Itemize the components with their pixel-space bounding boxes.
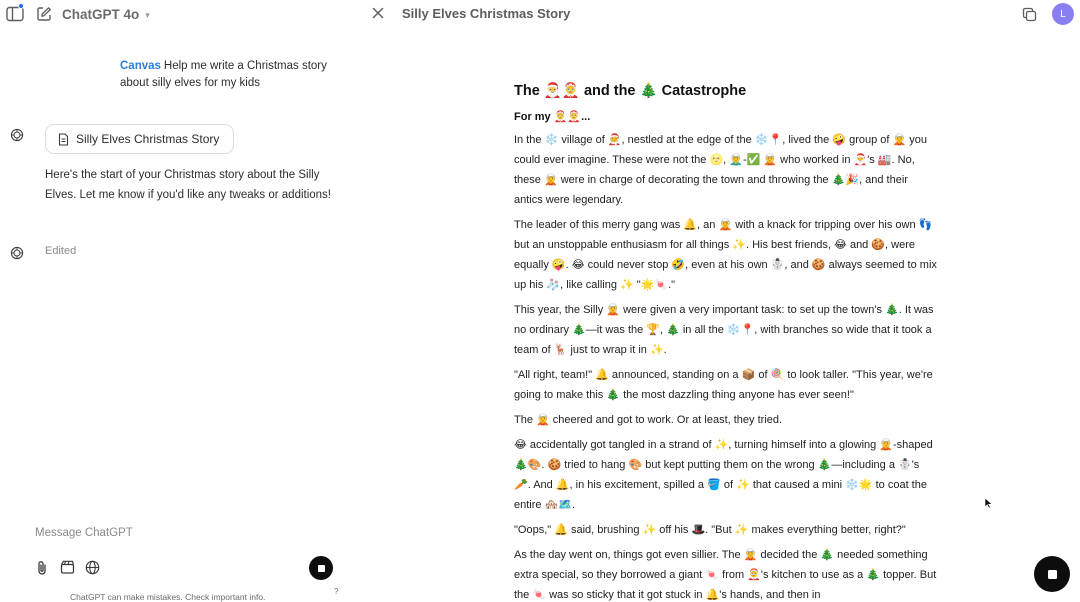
story-paragraph: This year, the Silly 🧝 were given a very important task: to set up the town's 🎄. It was no ordinary 🎄—it was the 🏆, 🎄 in all the ❄️📍, with branches so wide that it took a team of 🦌 just to wrap it in ✨. (514, 304, 934, 356)
disclaimer-text: ChatGPT can make mistakes. Check important info. (70, 592, 266, 602)
story-paragraph: In the ❄️ village of 🧑‍🎄, nestled at the edge of the ❄️📍, lived the 🤪 group of 🧝 you could ever imagine. These were not the 🌝, 🧝‍♂️-✅ 🧝 who worked in 🎅's 🏭. No, these 🧝 were in charge of decorating the town and throwing the 🎄🎉, and their antics were legendary. (514, 134, 928, 206)
notification-dot (18, 3, 24, 9)
canvas-pane (362, 0, 1080, 602)
user-message (120, 58, 330, 92)
stop-icon (318, 565, 325, 572)
chat-header (0, 0, 362, 28)
story-paragraph: As the day went on, things got even sillier. The 🧝 decided the 🎄 needed something extra special, so they borrowed a giant 🍬 from 🤶's kitchen to use as a 🎄 topper. But the 🍬 was so sticky that it got stuck in 🔔's hands, and then in (514, 549, 937, 601)
clapperboard-icon[interactable] (59, 559, 75, 575)
chatgpt-logo-icon (10, 128, 24, 142)
canvas-document[interactable] (514, 80, 938, 602)
story-paragraph: The 🧝 cheered and got to work. Or at least, they tried. (514, 414, 783, 426)
story-paragraph: The leader of this merry gang was 🔔, an 🧝 with a knack for tripping over his own 👣 but an unstoppable enthusiasm for all things ✨. His best friends, 😂 and 🍪, were equally 🤪. 😂 could never stop 🤣, even at his own ☃️, and 🍪 always seemed to mix up his 🧦, like calling ✨ "🌟🍬." (514, 219, 937, 291)
user-message-text: Help me write a Christmas story about silly elves for my kids (120, 60, 327, 89)
edited-status: Edited (45, 245, 77, 257)
chat-pane (0, 0, 362, 602)
stop-generating-button[interactable] (309, 556, 333, 580)
model-selector[interactable] (62, 4, 150, 24)
stop-generating-button[interactable] (1034, 556, 1070, 592)
canvas-tag: Canvas (120, 60, 161, 72)
chatgpt-logo-icon (10, 246, 24, 260)
story-paragraph: 😂 accidentally got tangled in a strand of ✨, turning himself into a glowing 🧝-shaped 🎄🎨. 🍪 tried to hang 🎨 but kept putting them on the wrong 🎄—including a ☃️'s 🥕. And 🔔, in his excitement, spilled a 🪣 of ✨ that caused a mini ❄️🌟 to coat the entire 🏘️🗺️. (514, 439, 933, 511)
story-paragraph: "Oops," 🔔 said, brushing ✨ off his 🎩. "But ✨ makes everything better, right?" (514, 524, 906, 536)
canvas-card-label: Silly Elves Christmas Story (76, 132, 220, 146)
profile-avatar[interactable]: L (1052, 3, 1074, 25)
stop-icon (1048, 570, 1057, 579)
model-name: ChatGPT 4o (62, 6, 140, 22)
new-chat-icon[interactable] (34, 4, 54, 24)
story-paragraph: "All right, team!" 🔔 announced, standing on a 📦 of 🍭 to look taller. "This year, we're going to make this 🎄 the most dazzling thing anyone has ever seen!" (514, 369, 933, 401)
copy-icon[interactable] (1020, 5, 1038, 23)
mouse-cursor-icon (984, 497, 994, 509)
assistant-message: Here's the start of your Christmas story about the Silly Elves. Let me know if you'd like any tweaks or additions! (45, 169, 332, 201)
canvas-title: Silly Elves Christmas Story (402, 6, 571, 21)
help-button[interactable]: ? (334, 587, 339, 596)
chevron-down-icon: ▾ (145, 9, 150, 20)
globe-icon[interactable] (84, 559, 100, 575)
close-icon[interactable] (370, 5, 386, 21)
paperclip-icon[interactable] (34, 559, 50, 575)
message-input[interactable]: Message ChatGPT (35, 527, 133, 539)
canvas-document-card[interactable] (45, 124, 234, 154)
document-icon (58, 133, 69, 146)
document-title: The 🎅🤶 and the 🎄 Catastrophe (514, 83, 747, 99)
document-subtitle: For my 🤶🤶... (514, 111, 591, 123)
